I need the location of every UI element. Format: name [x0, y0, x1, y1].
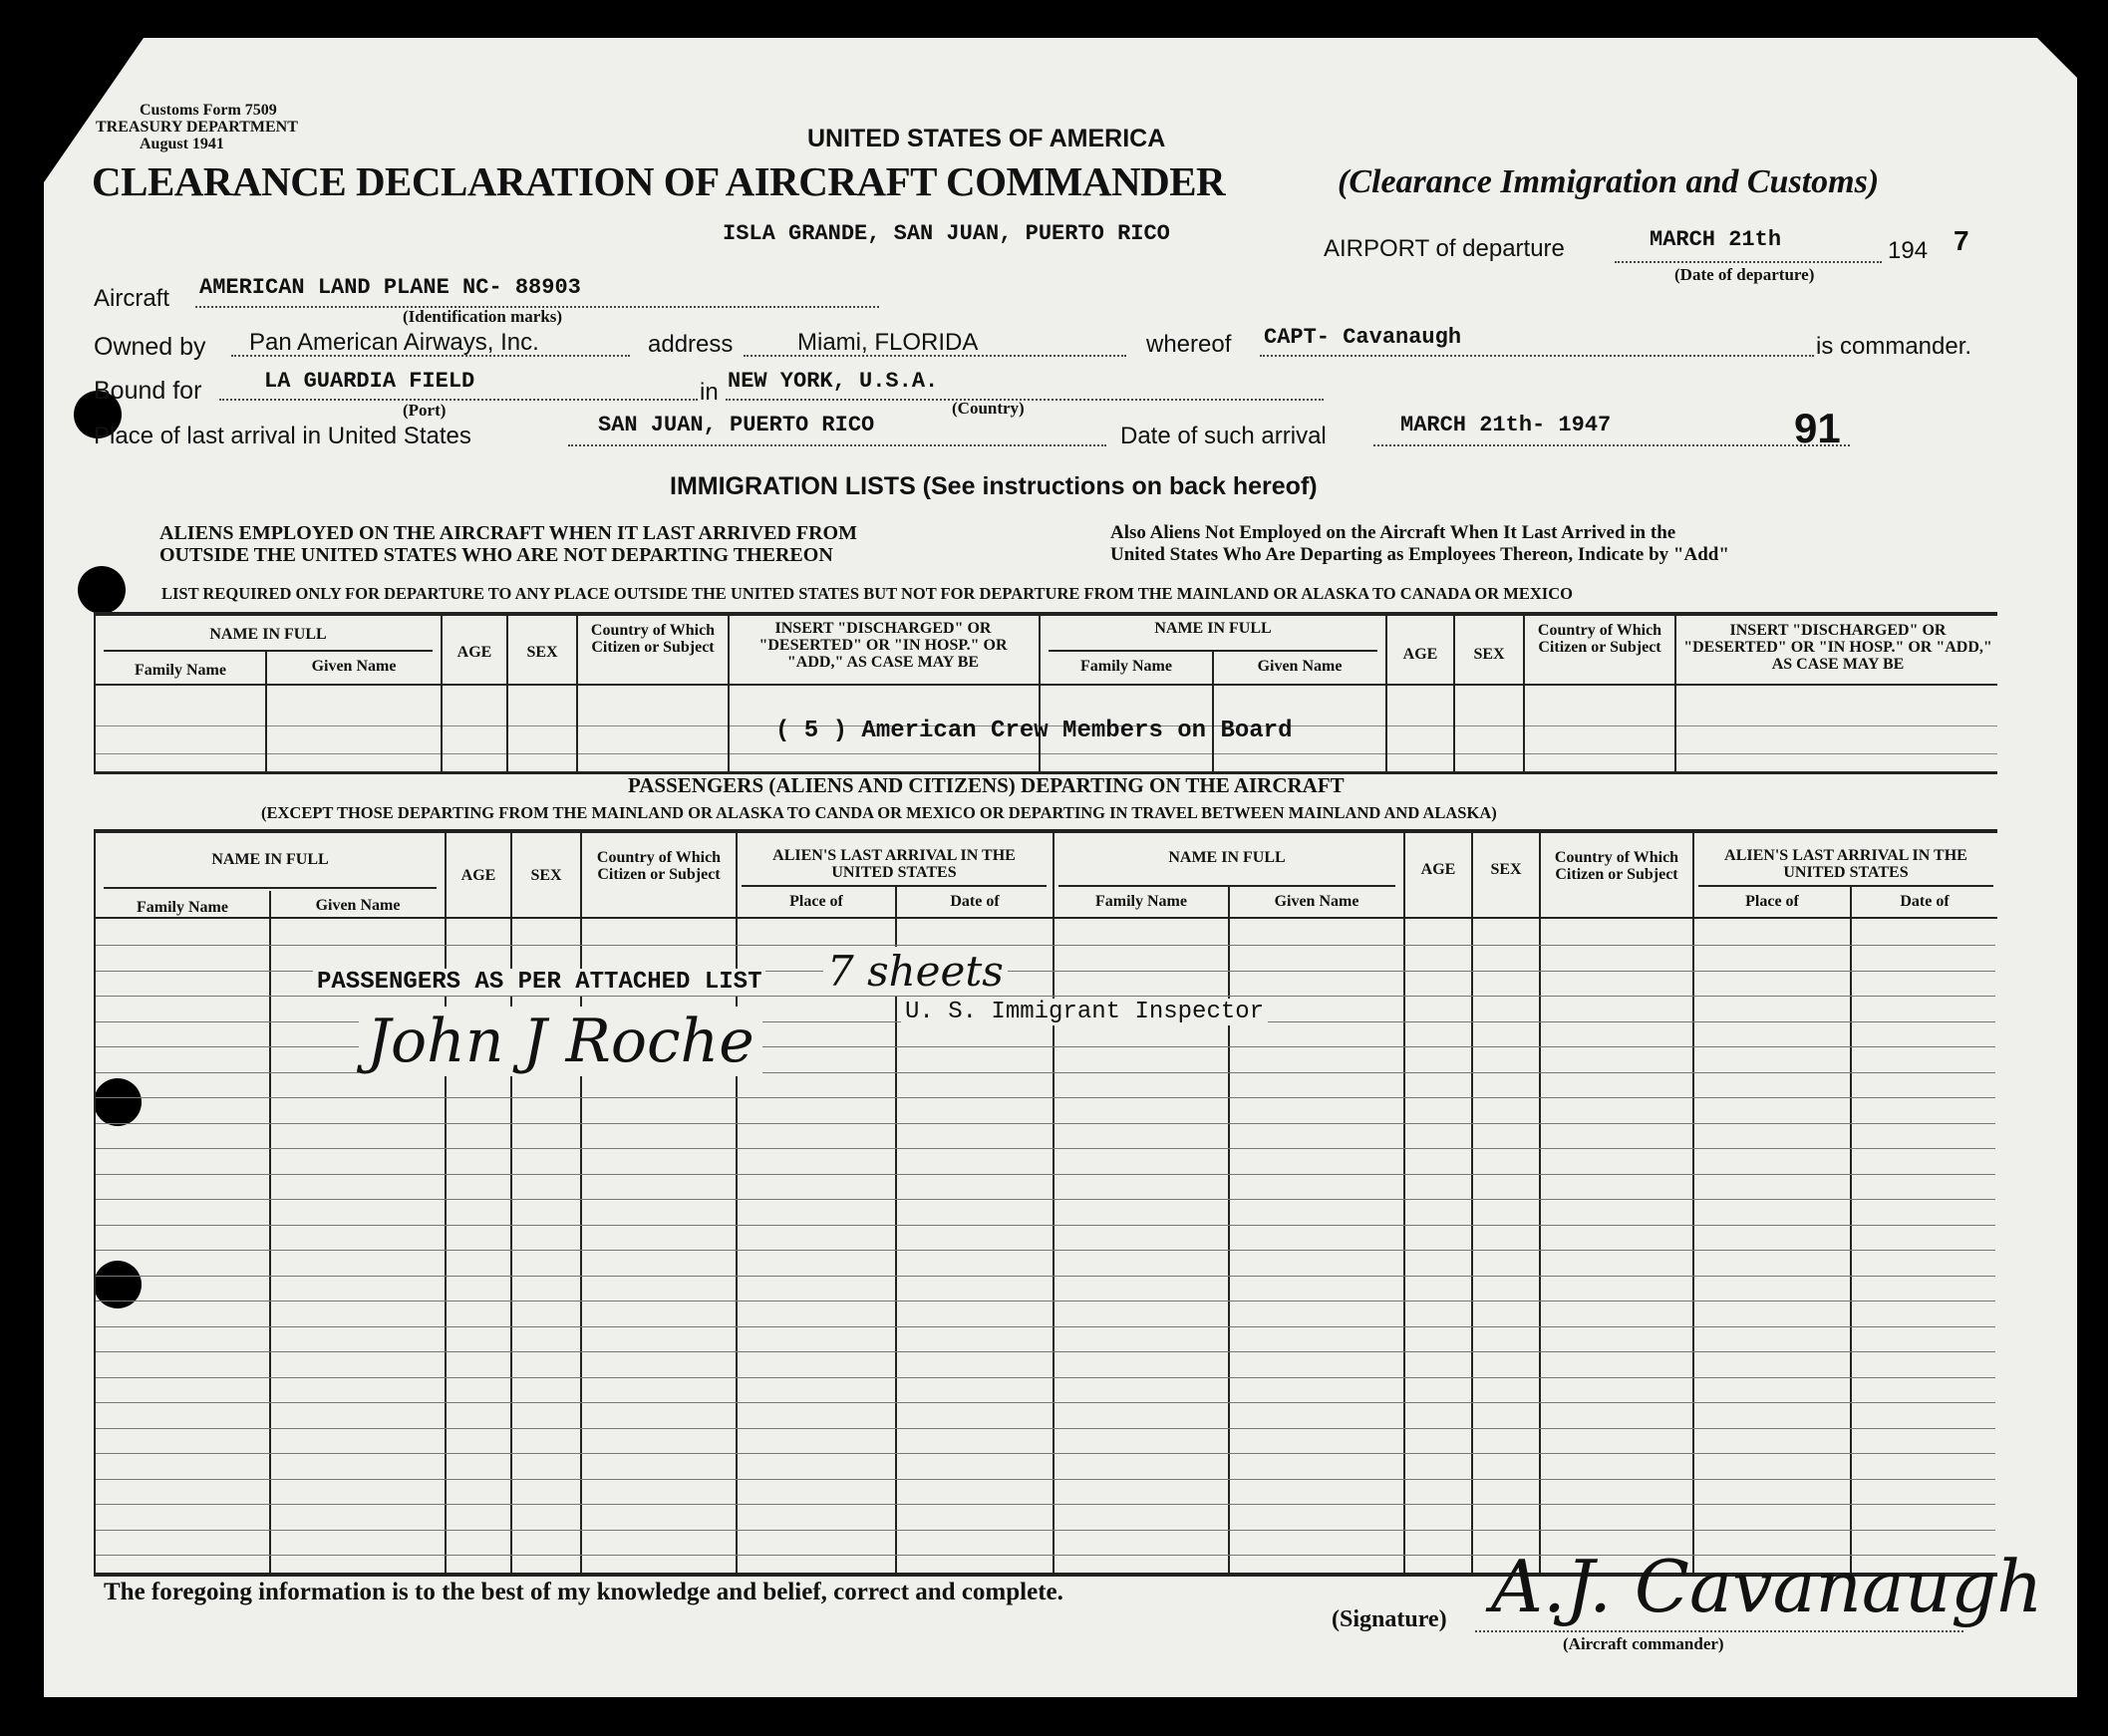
rule	[576, 616, 578, 771]
aircraft-commander-label: (Aircraft commander)	[1563, 1634, 1724, 1653]
pax-place-header-right: Place of	[1745, 893, 1799, 910]
rule	[1674, 616, 1676, 771]
crew-insert-header-right: INSERT "DISCHARGED" OR "DESERTED" OR "IN HOSP." OR "ADD," AS CASE MAY BE	[1683, 622, 1992, 673]
country-label: (Country)	[952, 399, 1025, 418]
rule	[728, 616, 730, 771]
last-arrival-label: Place of last arrival in United States	[94, 423, 471, 449]
bound-value: LA GUARDIA FIELD	[264, 369, 475, 394]
sheets-count: 7 sheets	[823, 947, 1008, 996]
id-marks-label: (Identification marks)	[403, 307, 563, 326]
address-label: address	[648, 331, 734, 358]
passengers-subtitle: (EXCEPT THOSE DEPARTING FROM THE MAINLAND OR ALASKA TO CANDA OR MEXICO OR DEPARTING IN TRAVEL BETWEEN MAINLAND AND ALASKA)	[261, 803, 1497, 822]
form-title: CLEARANCE DECLARATION OF AIRCRAFT COMMANDER	[92, 158, 1226, 204]
table-row	[96, 1225, 1995, 1226]
last-arrival-value: SAN JUAN, PUERTO RICO	[598, 413, 875, 437]
crew-given-header-right: Given Name	[1257, 658, 1343, 675]
table-row	[96, 1453, 1995, 1454]
rule	[104, 650, 433, 652]
rule	[1058, 885, 1395, 887]
table-row	[96, 1148, 1995, 1149]
table-row	[96, 1097, 1995, 1098]
pax-arrival-header: ALIEN'S LAST ARRIVAL IN THE UNITED STATES	[772, 847, 1016, 881]
country-line	[726, 399, 1324, 401]
commander-line	[1260, 355, 1814, 357]
table-row	[96, 1428, 1995, 1429]
pax-country-header-right: Country of Which Citizen or Subject	[1554, 849, 1679, 883]
form-subtitle: (Clearance Immigration and Customs)	[1338, 163, 1880, 200]
rule	[104, 887, 437, 889]
certification-statement: The foregoing information is to the best of my knowledge and belief, correct and complete.	[104, 1579, 1063, 1605]
aircraft-value: AMERICAN LAND PLANE NC- 88903	[199, 275, 581, 300]
passengers-title: PASSENGERS (ALIENS AND CITIZENS) DEPARTING ON THE AIRCRAFT	[628, 773, 1345, 797]
rule	[1698, 885, 1993, 887]
stamp-number: 91	[1794, 405, 1841, 451]
table-row	[96, 1351, 1995, 1352]
list-required-note: LIST REQUIRED ONLY FOR DEPARTURE TO ANY PLACE OUTSIDE THE UNITED STATES BUT NOT FOR DEPARTURE FROM THE MAINLAND OR ALASKA TO CANADA OR MEXICO	[161, 584, 1573, 603]
crew-country-header-right: Country of Which Citizen or Subject	[1537, 622, 1662, 656]
form-date: August 1941	[140, 136, 224, 152]
form-number: Customs Form 7509	[140, 102, 277, 119]
pax-date-header: Date of	[950, 893, 1000, 910]
whereof-label: whereof	[1146, 331, 1232, 358]
bound-label: Bound for	[94, 377, 202, 405]
pax-place-header: Place of	[789, 893, 843, 910]
date-arrival-line	[1373, 444, 1850, 446]
address-value: Miami, FLORIDA	[797, 329, 979, 356]
in-label: in	[700, 379, 719, 406]
rule	[506, 616, 508, 771]
table-row	[96, 945, 1995, 946]
signature-label: (Signature)	[1332, 1606, 1447, 1632]
pax-given-header: Given Name	[315, 897, 401, 914]
left-note-1: ALIENS EMPLOYED ON THE AIRCRAFT WHEN IT LAST ARRIVED FROM	[159, 522, 857, 544]
table-row	[96, 1174, 1995, 1175]
punch-hole	[78, 566, 126, 614]
pax-age-header: AGE	[460, 867, 496, 884]
crew-family-header: Family Name	[135, 662, 226, 679]
pax-given-header-right: Given Name	[1274, 893, 1359, 910]
punch-hole	[94, 1078, 142, 1126]
date-arrival-value: MARCH 21th- 1947	[1400, 413, 1612, 437]
aircraft-label: Aircraft	[94, 285, 170, 312]
rule	[94, 917, 1997, 919]
pax-country-header: Country of Which Citizen or Subject	[596, 849, 722, 883]
date-arrival-label: Date of such arrival	[1120, 423, 1327, 449]
attached-list-note: PASSENGERS AS PER ATTACHED LIST	[313, 969, 765, 996]
pax-name-header: NAME IN FULL	[211, 851, 329, 868]
pax-sex-header-right: SEX	[1490, 861, 1522, 878]
pax-age-header-right: AGE	[1420, 861, 1456, 878]
inspector-title: U. S. Immigrant Inspector	[901, 999, 1268, 1025]
pax-family-header-right: Family Name	[1095, 893, 1187, 910]
rule	[94, 684, 1997, 686]
rule	[94, 616, 96, 771]
crew-family-header-right: Family Name	[1080, 658, 1172, 675]
table-row	[96, 1123, 1995, 1124]
bound-line	[219, 399, 698, 401]
crew-given-header: Given Name	[311, 658, 397, 675]
rule	[1385, 616, 1387, 771]
last-arrival-line	[568, 444, 1106, 446]
crew-sex-header: SEX	[526, 644, 558, 661]
right-note-1: Also Aliens Not Employed on the Aircraft When It Last Arrived in the	[1110, 522, 1676, 543]
year-prefix: 194	[1888, 237, 1929, 264]
table-row	[96, 996, 1995, 997]
rule	[1039, 616, 1041, 771]
date-of-departure-label: (Date of departure)	[1674, 265, 1815, 284]
right-note-2: United States Who Are Departing as Employees Thereon, Indicate by "Add"	[1110, 544, 1729, 565]
passenger-table-top-border	[94, 829, 1997, 833]
pax-date-header-right: Date of	[1900, 893, 1950, 910]
pax-name-header-right: NAME IN FULL	[1168, 849, 1286, 866]
owned-label: Owned by	[94, 333, 206, 361]
table-row	[96, 1377, 1995, 1378]
immigration-title: IMMIGRATION LISTS (See instructions on back hereof)	[670, 472, 1318, 500]
table-row	[96, 1326, 1995, 1327]
table-row	[96, 1504, 1995, 1505]
crew-name-header-right: NAME IN FULL	[1154, 620, 1272, 637]
country-value: NEW YORK, U.S.A.	[728, 369, 939, 394]
table-row	[96, 1276, 1995, 1277]
rule	[1523, 616, 1525, 771]
table-row	[96, 1199, 1995, 1200]
table-row	[96, 1402, 1995, 1403]
crew-name-header: NAME IN FULL	[209, 626, 327, 643]
rule	[1049, 650, 1377, 652]
left-note-2: OUTSIDE THE UNITED STATES WHO ARE NOT DEPARTING THEREON	[159, 544, 833, 566]
pax-family-header: Family Name	[137, 899, 228, 916]
rule	[1850, 887, 1852, 1573]
table-row	[96, 1530, 1995, 1531]
port-label: (Port)	[403, 401, 447, 420]
department: TREASURY DEPARTMENT	[96, 119, 298, 136]
inspector-signature: John J Roche	[359, 1007, 762, 1076]
rule	[269, 891, 271, 1573]
departure-date-line	[1615, 261, 1882, 263]
crew-note: ( 5 ) American Crew Members on Board	[775, 718, 1293, 744]
country-heading: UNITED STATES OF AMERICA	[807, 125, 1166, 152]
table-row	[96, 1250, 1995, 1251]
year-digit: 7	[1954, 225, 1969, 256]
rule	[441, 616, 443, 771]
pax-arrival-header-right: ALIEN'S LAST ARRIVAL IN THE UNITED STATES	[1724, 847, 1967, 881]
owned-value: Pan American Airways, Inc.	[249, 329, 539, 356]
departure-date-value: MARCH 21th	[1650, 227, 1782, 252]
crew-age-header: AGE	[456, 644, 492, 661]
rule	[742, 885, 1047, 887]
rule	[1453, 616, 1455, 771]
crew-sex-header-right: SEX	[1473, 646, 1505, 663]
rule	[1228, 887, 1230, 1573]
crew-table-top-border	[94, 612, 1997, 616]
commander-signature: A.J. Cavanaugh	[1491, 1545, 2043, 1628]
signature-line	[1475, 1630, 1963, 1632]
crew-country-header: Country of Which Citizen or Subject	[590, 622, 716, 656]
is-commander-label: is commander.	[1816, 333, 1972, 360]
crew-age-header-right: AGE	[1402, 646, 1438, 663]
rule	[94, 753, 1997, 754]
pax-sex-header: SEX	[530, 867, 562, 884]
commander-value: CAPT- Cavanaugh	[1264, 325, 1462, 350]
table-row	[96, 1301, 1995, 1302]
crew-insert-header: INSERT "DISCHARGED" OR "DESERTED" OR "IN HOSP." OR "ADD," AS CASE MAY BE	[758, 620, 1008, 671]
table-row	[96, 1479, 1995, 1480]
airport-value: ISLA GRANDE, SAN JUAN, PUERTO RICO	[723, 221, 1170, 246]
airport-label: AIRPORT of departure	[1324, 235, 1565, 262]
